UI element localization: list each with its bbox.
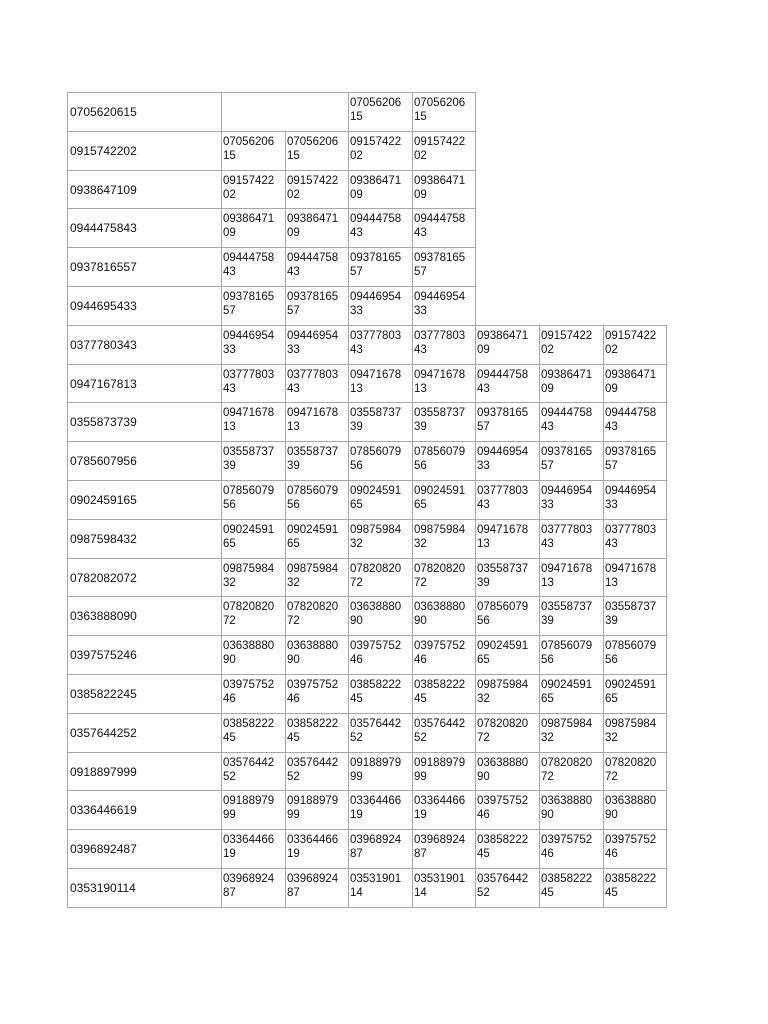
- table-cell: 03638880 90: [539, 790, 604, 830]
- table-cell: 03975752 46: [285, 674, 349, 714]
- table-cell: 09444758 43: [221, 247, 286, 287]
- table-cell: 07820820 72: [539, 752, 604, 791]
- table-row-label: 0397575246: [67, 635, 222, 675]
- table-cell: 09386471 09: [539, 364, 604, 403]
- table-cell: 03858222 45: [348, 674, 413, 714]
- table-cell: 03777803 43: [221, 364, 286, 403]
- table-cell: 09471678 13: [221, 402, 286, 442]
- table-cell: 07856079 56: [603, 635, 667, 675]
- table-cell: 03531901 14: [412, 868, 476, 908]
- table-cell: 09875984 32: [603, 713, 667, 753]
- table-row-label: 0363888090: [67, 596, 222, 636]
- table-cell: 09386471 09: [285, 208, 349, 248]
- table-cell: 07820820 72: [603, 752, 667, 791]
- table-row-label: 0353190114: [67, 868, 222, 908]
- table-cell-empty: [221, 92, 286, 132]
- table-cell: 07856079 56: [285, 480, 349, 520]
- table-cell: 07856079 56: [539, 635, 604, 675]
- table-cell: 03558737 39: [285, 441, 349, 481]
- table-cell: 09188979 99: [348, 752, 413, 791]
- table-cell: 09024591 65: [539, 674, 604, 714]
- table-cell: 09378165 57: [285, 286, 349, 326]
- table-cell: 03975752 46: [412, 635, 476, 675]
- table-cell: 07820820 72: [475, 713, 540, 753]
- table-cell: 07056206 15: [412, 92, 476, 132]
- table-cell: 09446954 33: [221, 325, 286, 365]
- table-cell: 09024591 65: [603, 674, 667, 714]
- table-cell: 03777803 43: [475, 480, 540, 520]
- table-cell: 09386471 09: [475, 325, 540, 365]
- table-cell: 03558737 39: [348, 402, 413, 442]
- table-row-label: 0947167813: [67, 364, 222, 403]
- table-cell: 09471678 13: [539, 558, 604, 597]
- table-cell: 07820820 72: [348, 558, 413, 597]
- table-cell: 03638880 90: [412, 596, 476, 636]
- table-cell: 03968924 87: [348, 829, 413, 869]
- table-cell: 07056206 15: [285, 131, 349, 171]
- table-cell: 09024591 65: [412, 480, 476, 520]
- table-cell: 09471678 13: [603, 558, 667, 597]
- table-cell: 03975752 46: [603, 829, 667, 869]
- table-row-label: 0937816557: [67, 247, 222, 287]
- table-cell: 03364466 19: [412, 790, 476, 830]
- table-cell: 09875984 32: [285, 558, 349, 597]
- table-cell: 03968924 87: [221, 868, 286, 908]
- table-cell: 03858222 45: [539, 868, 604, 908]
- table-cell: 09444758 43: [539, 402, 604, 442]
- table-row-label: 0944475843: [67, 208, 222, 248]
- table-cell: 03858222 45: [475, 829, 540, 869]
- table-cell: 03638880 90: [285, 635, 349, 675]
- table-row-label: 0915742202: [67, 131, 222, 171]
- table-cell: 09378165 57: [348, 247, 413, 287]
- table-cell: 03638880 90: [475, 752, 540, 791]
- table-cell: 09157422 02: [348, 131, 413, 171]
- table-row-label: 0396892487: [67, 829, 222, 869]
- table-cell: 03858222 45: [603, 868, 667, 908]
- table-cell: 09875984 32: [539, 713, 604, 753]
- table-cell: 09471678 13: [348, 364, 413, 403]
- table-cell: 03858222 45: [221, 713, 286, 753]
- table-cell: 03576442 52: [412, 713, 476, 753]
- table-cell: 09875984 32: [475, 674, 540, 714]
- table-cell: 09188979 99: [285, 790, 349, 830]
- table-cell: 09875984 32: [221, 558, 286, 597]
- table-cell: 07056206 15: [221, 131, 286, 171]
- table-cell: 09446954 33: [539, 480, 604, 520]
- table-cell: 09446954 33: [412, 286, 476, 326]
- table-cell: 09444758 43: [412, 208, 476, 248]
- table-cell: 03558737 39: [221, 441, 286, 481]
- table-cell: 03638880 90: [221, 635, 286, 675]
- table-cell: 03777803 43: [285, 364, 349, 403]
- table-cell: 03638880 90: [603, 790, 667, 830]
- table-cell: 03558737 39: [603, 596, 667, 636]
- table-cell: 09024591 65: [221, 519, 286, 559]
- table-row-label: 0785607956: [67, 441, 222, 481]
- table-cell: 03576442 52: [221, 752, 286, 791]
- table-cell: 03576442 52: [348, 713, 413, 753]
- table-row-label: 0918897999: [67, 752, 222, 791]
- table-cell: 03975752 46: [348, 635, 413, 675]
- table-row-label: 0944695433: [67, 286, 222, 326]
- table-cell: 09471678 13: [475, 519, 540, 559]
- table-row-label: 0377780343: [67, 325, 222, 365]
- table-cell: 09444758 43: [348, 208, 413, 248]
- table-cell: 03558737 39: [539, 596, 604, 636]
- table-cell: 09378165 57: [221, 286, 286, 326]
- table-cell: 03975752 46: [475, 790, 540, 830]
- table-cell: 03777803 43: [603, 519, 667, 559]
- table-cell: 09378165 57: [475, 402, 540, 442]
- table-cell: 09446954 33: [603, 480, 667, 520]
- table-cell: 09446954 33: [285, 325, 349, 365]
- table-row-label: 0385822245: [67, 674, 222, 714]
- table-cell: 09471678 13: [285, 402, 349, 442]
- table-cell: 09157422 02: [221, 170, 286, 209]
- table-cell: 03968924 87: [412, 829, 476, 869]
- table-row-label: 0355873739: [67, 402, 222, 442]
- table-cell: 09378165 57: [539, 441, 604, 481]
- table-cell: 09446954 33: [475, 441, 540, 481]
- table-row-label: 0705620615: [67, 92, 222, 132]
- table-cell: 07056206 15: [348, 92, 413, 132]
- table-cell: 09471678 13: [412, 364, 476, 403]
- table-cell: 03858222 45: [285, 713, 349, 753]
- table-cell: 09386471 09: [221, 208, 286, 248]
- table-cell: 03777803 43: [539, 519, 604, 559]
- table-cell: 09378165 57: [603, 441, 667, 481]
- table-cell: 07856079 56: [475, 596, 540, 636]
- table-cell: 07820820 72: [221, 596, 286, 636]
- table-cell: 09024591 65: [475, 635, 540, 675]
- table-cell: 09446954 33: [348, 286, 413, 326]
- table-row-label: 0987598432: [67, 519, 222, 559]
- table-cell: 09157422 02: [539, 325, 604, 365]
- table-cell: 03558737 39: [475, 558, 540, 597]
- table-row-label: 0902459165: [67, 480, 222, 520]
- table-row-label: 0357644252: [67, 713, 222, 753]
- table-cell: 03576442 52: [475, 868, 540, 908]
- table-cell: 09875984 32: [348, 519, 413, 559]
- table-cell: 07820820 72: [285, 596, 349, 636]
- table-cell: 09188979 99: [412, 752, 476, 791]
- table-cell-empty: [285, 92, 349, 132]
- table-cell: 03364466 19: [348, 790, 413, 830]
- table-cell: 09386471 09: [348, 170, 413, 209]
- table-cell: 03777803 43: [412, 325, 476, 365]
- table-cell: 09386471 09: [603, 364, 667, 403]
- table-cell: 09444758 43: [475, 364, 540, 403]
- table-cell: 09444758 43: [603, 402, 667, 442]
- table-cell: 03858222 45: [412, 674, 476, 714]
- table-cell: 07856079 56: [412, 441, 476, 481]
- table-cell: 03576442 52: [285, 752, 349, 791]
- table-row-label: 0336446619: [67, 790, 222, 830]
- table-cell: 03777803 43: [348, 325, 413, 365]
- table-cell: 09378165 57: [412, 247, 476, 287]
- table-cell: 03364466 19: [221, 829, 286, 869]
- table-cell: 09875984 32: [412, 519, 476, 559]
- table-cell: 07820820 72: [412, 558, 476, 597]
- table-cell: 07856079 56: [221, 480, 286, 520]
- table-cell: 09157422 02: [603, 325, 667, 365]
- table-cell: 09024591 65: [285, 519, 349, 559]
- table-cell: 09024591 65: [348, 480, 413, 520]
- table-cell: 03975752 46: [221, 674, 286, 714]
- table-cell: 03968924 87: [285, 868, 349, 908]
- table-cell: 09157422 02: [412, 131, 476, 171]
- table-cell: 03558737 39: [412, 402, 476, 442]
- table-cell: 03531901 14: [348, 868, 413, 908]
- table-cell: 03975752 46: [539, 829, 604, 869]
- table-cell: 09386471 09: [412, 170, 476, 209]
- table-cell: 07856079 56: [348, 441, 413, 481]
- table-cell: 03364466 19: [285, 829, 349, 869]
- table-cell: 09444758 43: [285, 247, 349, 287]
- table-cell: 03638880 90: [348, 596, 413, 636]
- table-row-label: 0938647109: [67, 170, 222, 209]
- table-row-label: 0782082072: [67, 558, 222, 597]
- table-cell: 09157422 02: [285, 170, 349, 209]
- table-cell: 09188979 99: [221, 790, 286, 830]
